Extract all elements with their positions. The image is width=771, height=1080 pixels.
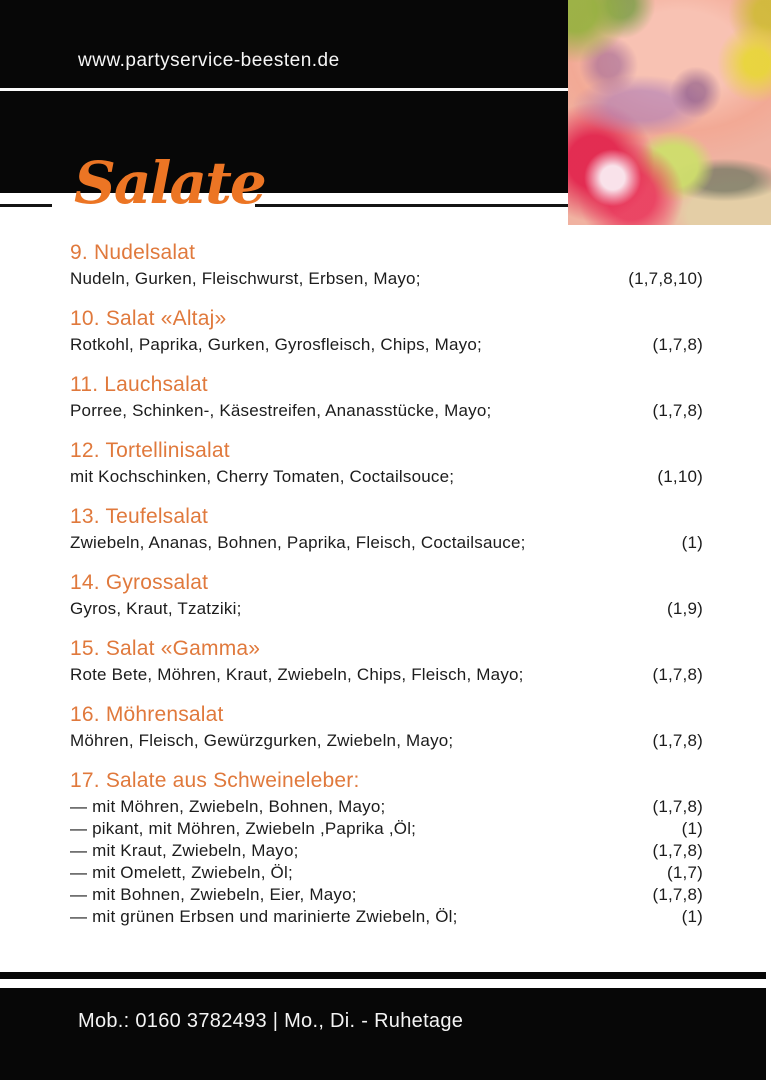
menu-item-name: 13. Teufelsalat [70,505,209,528]
menu-item-line [70,818,703,840]
allergen-codes: (1,7,8) [652,665,703,684]
menu-item-line [70,884,703,906]
menu-item-line [70,532,703,554]
menu-item-description: — mit Bohnen, Zwiebeln, Eier, Mayo; [70,885,357,904]
menu-item-line [70,796,703,818]
allergen-codes: (1,7,8,10) [628,269,703,288]
menu-item-description: mit Kochschinken, Cherry Tomaten, Coctailsouce; [70,467,455,486]
menu-item-line [70,334,703,356]
allergen-codes: (1,7,8) [652,797,703,816]
allergen-codes: (1,7,8) [652,401,703,420]
menu-item-name: 16. Möhrensalat [70,703,224,726]
menu-item-line [70,906,703,928]
allergen-codes: (1,7,8) [652,731,703,750]
menu-list [70,240,703,944]
menu-item [70,570,703,620]
menu-item-name: 12. Tortellinisalat [70,439,230,462]
menu-item-description: Porree, Schinken-, Käsestreifen, Ananasstücke, Mayo; [70,401,492,420]
menu-item-description: Rote Bete, Möhren, Kraut, Zwiebeln, Chips, Fleisch, Mayo; [70,665,524,684]
menu-item-description: — mit Omelett, Zwiebeln, Öl; [70,863,293,882]
footer-accent-bar [0,972,766,979]
menu-item-line [70,840,703,862]
menu-item [70,372,703,422]
allergen-codes: (1,7,8) [652,335,703,354]
menu-item-line [70,268,703,290]
food-photo [568,0,771,225]
menu-item-line [70,664,703,686]
menu-item-description: Nudeln, Gurken, Fleischwurst, Erbsen, Mayo; [70,269,421,288]
footer-band [0,988,766,1080]
menu-item [70,504,703,554]
menu-item-description: — mit Kraut, Zwiebeln, Mayo; [70,841,299,860]
menu-item-description: — pikant, mit Möhren, Zwiebeln ,Paprika ,Öl; [70,819,417,838]
menu-item-name: 17. Salate aus Schweineleber: [70,769,360,792]
menu-item-description: Rotkohl, Paprika, Gurken, Gyrosfleisch, Chips, Mayo; [70,335,482,354]
menu-item [70,438,703,488]
allergen-codes: (1,9) [667,599,703,618]
menu-item [70,240,703,290]
menu-item [70,306,703,356]
allergen-codes: (1,10) [657,467,703,486]
menu-item-line [70,862,703,884]
title-rule-left [0,204,52,207]
allergen-codes: (1) [681,819,703,838]
menu-item-description: — mit grünen Erbsen und marinierte Zwiebeln, Öl; [70,907,458,926]
title-rule-right [255,204,568,207]
menu-item-name: 15. Salat «Gamma» [70,637,261,660]
menu-item [70,636,703,686]
menu-item-line [70,730,703,752]
allergen-codes: (1,7,8) [652,885,703,904]
menu-item-description: Möhren, Fleisch, Gewürzgurken, Zwiebeln, Mayo; [70,731,454,750]
header-divider-line [0,88,568,91]
section-title: Salate [74,149,265,217]
allergen-codes: (1,7,8) [652,841,703,860]
allergen-codes: (1,7) [667,863,703,882]
menu-item-name: 14. Gyrossalat [70,571,209,594]
allergen-codes: (1) [681,533,703,552]
menu-item-line [70,400,703,422]
menu-item-description: Zwiebeln, Ananas, Bohnen, Paprika, Fleisch, Coctailsauce; [70,533,526,552]
menu-item-line [70,466,703,488]
menu-item-description: — mit Möhren, Zwiebeln, Bohnen, Mayo; [70,797,386,816]
menu-item-line [70,598,703,620]
menu-item-name: 11. Lauchsalat [70,373,208,396]
menu-item-name: 10. Salat «Altaj» [70,307,227,330]
website-url: www.partyservice-beesten.de [78,50,340,71]
menu-item [70,768,703,928]
menu-item-description: Gyros, Kraut, Tzatziki; [70,599,242,618]
menu-item-name: 9. Nudelsalat [70,241,196,264]
footer-contact-info: Mob.: 0160 3782493 | Mo., Di. - Ruhetage [78,1010,464,1032]
allergen-codes: (1) [681,907,703,926]
menu-item [70,702,703,752]
